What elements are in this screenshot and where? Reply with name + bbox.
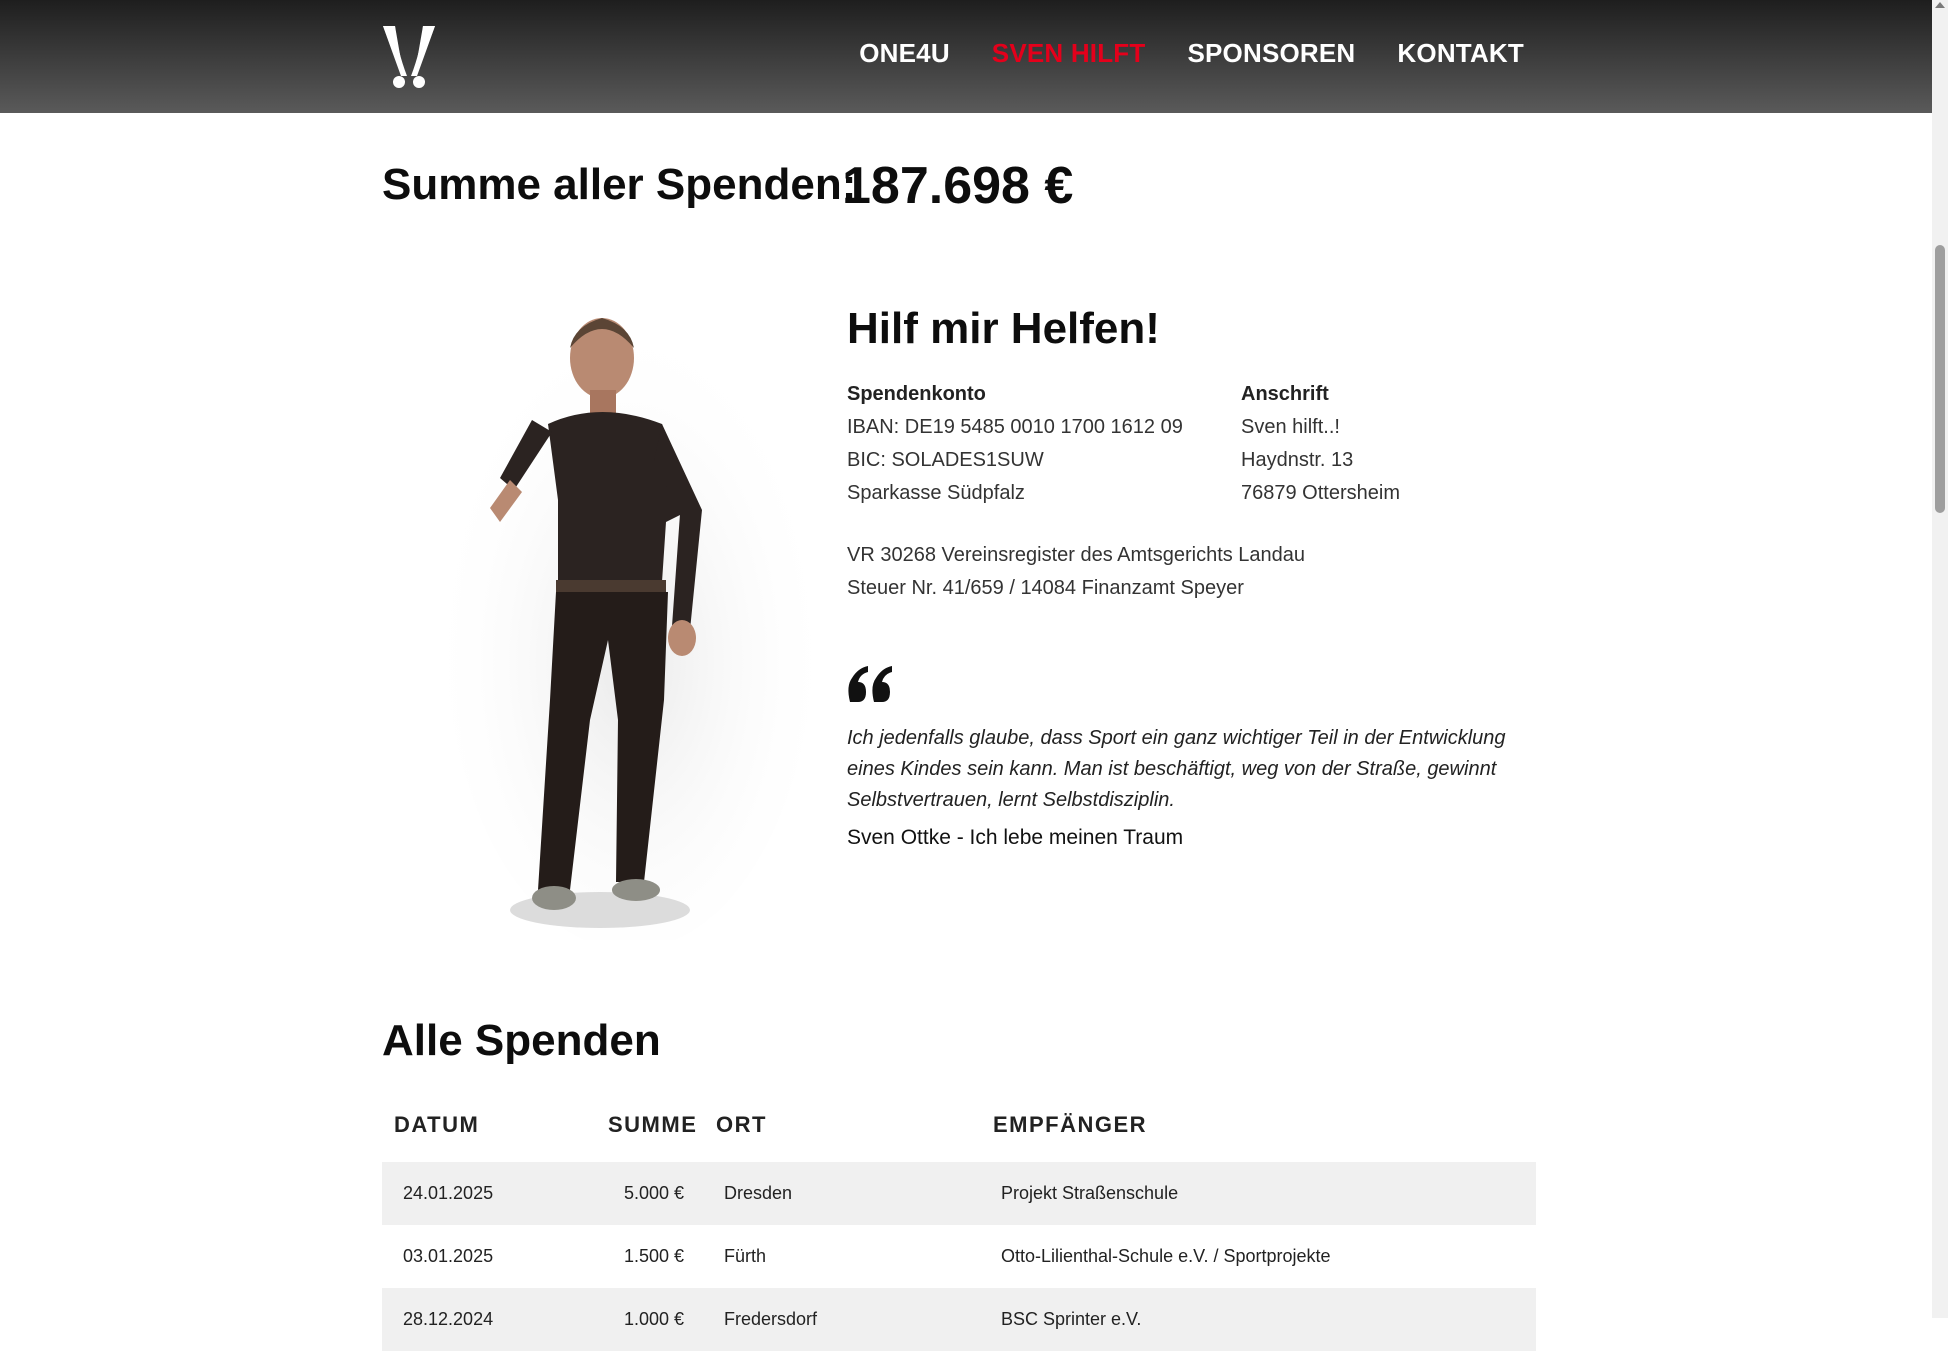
cell-recipient: Otto-Lilienthal-Schule e.V. / Sportprojekte (1001, 1246, 1331, 1266)
cell-sum: 1.000 € (623, 1309, 684, 1329)
scroll-up-icon[interactable] (1935, 2, 1945, 8)
cell-date: 28.12.2024 (403, 1309, 494, 1329)
cell-sum: 5.000 € (623, 1183, 684, 1203)
column-header-place[interactable]: ORT (716, 1112, 767, 1137)
registry-line: VR 30268 Vereinsregister des Amtsgerichts Landau (847, 544, 1306, 566)
address-block (1241, 378, 1400, 510)
quote-text: Ich jedenfalls glaube, dass Sport ein ganz wichtiger Teil in der Entwicklung eines Kindes sein kann. Man ist beschäftigt, weg von der Straße, gewinnt Selbstvertrauen, lernt Selbstdisziplin. (847, 727, 1506, 811)
donation-total-value: 187.698 € (842, 157, 1074, 215)
donations-table (382, 1162, 1536, 1351)
scrollbar[interactable] (1932, 0, 1948, 1318)
quote-icon (846, 664, 894, 704)
bic-text: BIC: SOLADES1SUW (847, 449, 1044, 471)
cell-date: 03.01.2025 (403, 1246, 494, 1266)
address-line: 76879 Ottersheim (1241, 482, 1400, 504)
cell-sum: 1.500 € (623, 1246, 684, 1266)
person-photo (440, 300, 820, 940)
main-nav (859, 38, 1524, 69)
cell-place: Fredersdorf (724, 1309, 818, 1329)
address-line: Haydnstr. 13 (1241, 449, 1354, 471)
bank-account-block (847, 378, 1183, 510)
column-header-date[interactable]: DATUM (394, 1112, 480, 1137)
site-header (0, 0, 1932, 113)
iban-text: IBAN: DE19 5485 0010 1700 1612 09 (847, 416, 1183, 438)
table-row (382, 1288, 1536, 1351)
bank-account-heading: Spendenkonto (847, 383, 986, 405)
nav-item-one4u[interactable]: ONE4U (859, 38, 950, 68)
address-heading: Anschrift (1241, 383, 1329, 405)
cell-recipient: Projekt Straßenschule (1001, 1183, 1179, 1203)
v-logo-icon[interactable] (381, 24, 437, 90)
nav-item-sponsoren[interactable]: SPONSOREN (1187, 38, 1356, 68)
column-header-sum[interactable]: SUMME (608, 1112, 698, 1137)
quote-source: Sven Ottke - Ich lebe meinen Traum (847, 826, 1184, 849)
column-header-recipient[interactable]: EMPFÄNGER (993, 1112, 1148, 1137)
nav-item-kontakt[interactable]: KONTAKT (1397, 38, 1524, 68)
registry-block (847, 539, 1305, 605)
nav-item-sven-hilft[interactable]: SVEN HILFT (991, 38, 1146, 68)
help-title: Hilf mir Helfen! (847, 304, 1160, 353)
cell-place: Dresden (724, 1183, 793, 1203)
table-row (382, 1225, 1536, 1288)
scrollbar-thumb[interactable] (1935, 245, 1945, 513)
table-row (382, 1162, 1536, 1225)
donation-total-label: Summe aller Spenden: (382, 160, 857, 209)
cell-place: Fürth (724, 1246, 767, 1266)
tax-number-line: Steuer Nr. 41/659 / 14084 Finanzamt Speyer (847, 577, 1244, 599)
address-line: Sven hilft..! (1241, 416, 1340, 438)
cell-recipient: BSC Sprinter e.V. (1001, 1309, 1142, 1329)
donations-title: Alle Spenden (382, 1016, 661, 1065)
cell-date: 24.01.2025 (403, 1183, 494, 1203)
bank-name-text: Sparkasse Südpfalz (847, 482, 1025, 504)
